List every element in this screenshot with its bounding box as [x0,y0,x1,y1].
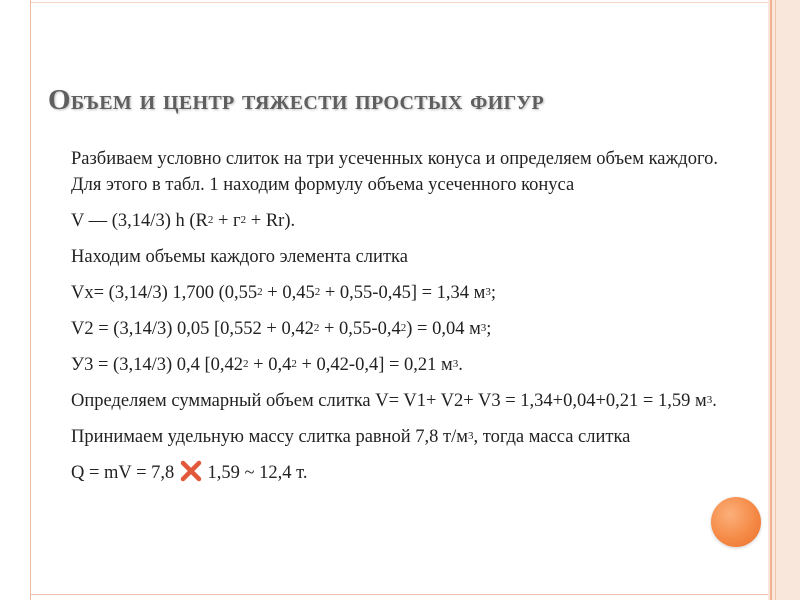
formula-text: + 0,42-0,4] = 0,21 м [296,355,453,375]
superscript: 3 [485,286,491,298]
formula-text: Принимаем удельную массу слитка равной 7,8 т/м [71,427,468,447]
multiply-icon [180,460,202,482]
formula-text: , тогда масса слитка [473,427,631,447]
bullet-list [44,146,724,496]
formula-text: 1,59 ~ 12,4 т. [207,463,308,483]
formula-text: ) = 0,04 м [406,319,481,339]
superscript: 3 [452,358,459,370]
superscript: 2 [240,214,247,226]
formula-text: Q = mV = 7,8 [71,463,175,483]
formula-text: V — (3,14/3) h (R [71,211,208,231]
bullet-text: Разбиваем условно слиток на три усеченных конуса и определяем объем каждого. Для этого в табл. 1 находим формулу объема усеченного конуса [71,149,718,195]
top-border [30,2,770,3]
formula-text: + 0,55-0,45] = 1,34 м [320,283,486,303]
superscript: 2 [314,286,321,298]
right-decor-line-thin [775,0,776,600]
bullet-item [44,146,724,198]
bullet-item [44,280,724,306]
slide-title: Объем и центр тяжести простых фигур [48,84,545,116]
formula-text: Определяем суммарный объем слитка V= V1+ V2+ V3 = 1,34+0,04+0,21 = 1,59 м [71,391,707,411]
bullet-item [44,244,724,270]
right-decor-band [768,0,800,600]
bullet-item [44,352,724,378]
formula-text: + 0,55-0,4 [319,319,401,339]
formula-text: V2 = (3,14/3) 0,05 [0,552 + 0,42 [71,319,314,339]
formula-text: + 0,4 [248,355,292,375]
formula-text: ; [490,283,497,303]
right-decor-line [770,0,772,600]
bullet-item [44,316,724,342]
superscript: 3 [468,430,474,442]
bullet-item [44,424,724,450]
bullet-item [44,460,724,486]
superscript: 3 [706,394,713,406]
superscript: 2 [207,214,214,226]
orange-circle-decor [711,497,761,547]
superscript: 2 [243,358,249,370]
formula-text: + Rr). [246,211,296,231]
superscript: 2 [291,358,297,370]
formula-text: . [458,355,463,375]
formula-text: . [712,391,717,411]
formula-text: + г [213,211,241,231]
superscript: 3 [480,322,487,334]
left-border [30,0,31,600]
superscript: 2 [257,286,263,298]
formula-text: У3 = (3,14/3) 0,4 [0,42 [71,355,244,375]
superscript: 2 [313,322,320,334]
bottom-border [30,594,770,595]
formula-text: + 0,45 [262,283,315,303]
formula-text: ; [486,319,492,339]
superscript: 2 [400,322,407,334]
bullet-item [44,208,724,234]
formula-text: Vx= (3,14/3) 1,700 (0,55 [71,283,258,303]
bullet-text: Находим объемы каждого элемента слитка [71,247,408,267]
bullet-item [44,388,724,414]
